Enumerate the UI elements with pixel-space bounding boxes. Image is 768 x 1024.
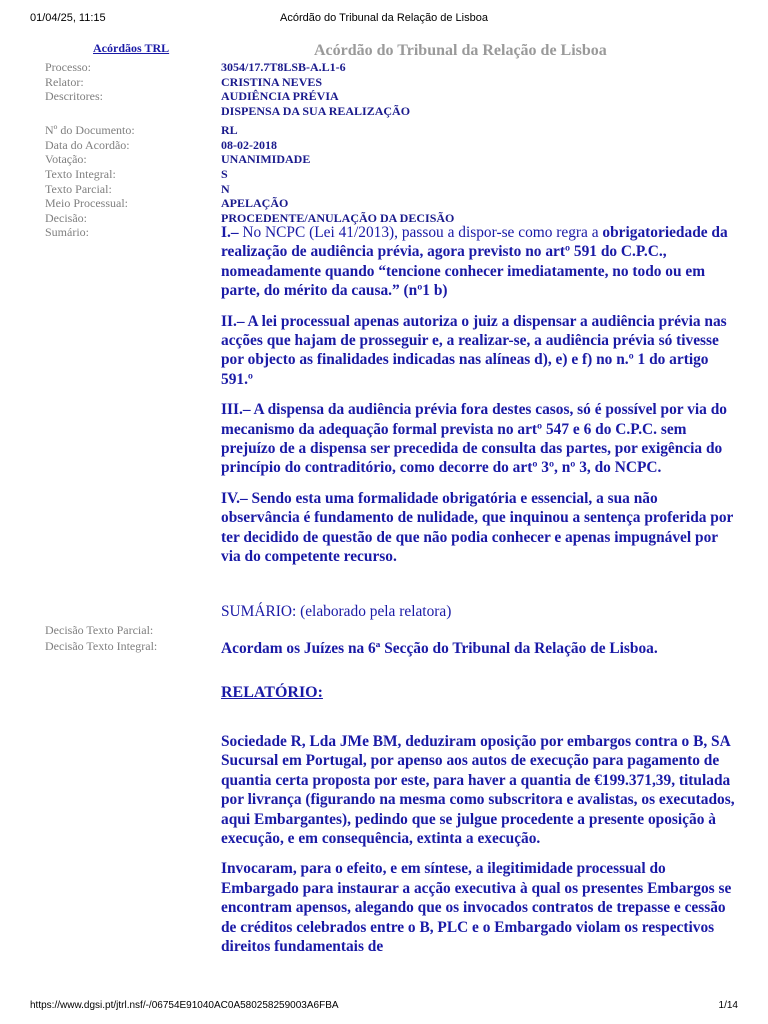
- meta-row-processo: [45, 60, 745, 75]
- meta-value: DISPENSA DA SUA REALIZAÇÃO: [221, 104, 411, 119]
- meta-label: Decisão:: [45, 211, 87, 226]
- meta-row-votacao: [45, 152, 745, 167]
- meta-row-relator: [45, 75, 745, 90]
- meta-value: AUDIÊNCIA PRÉVIA: [221, 89, 339, 104]
- print-page-title: Acórdão do Tribunal da Relação de Lisboa: [280, 12, 488, 24]
- court-title: Acórdão do Tribunal da Relação de Lisboa: [314, 42, 607, 59]
- meta-row-documento: [45, 123, 745, 138]
- meta-value: N: [221, 181, 230, 196]
- print-footer: [0, 998, 768, 1024]
- print-url: https://www.dgsi.pt/jtrl.nsf/-/06754E91040AC0A580258259003A6FBA: [30, 1000, 339, 1011]
- meta-row-meio-processual: [45, 196, 745, 211]
- sumario-paragraph-4: IV.– Sendo esta uma formalidade obrigatória e essencial, a sua não observância é fundamento de nulidade, que inquinou a sentença proferida por ter decidido de questão de que não podia conhecer e apenas impugnável por via do competente recurso.: [221, 489, 734, 566]
- meta-label: Texto Integral:: [45, 166, 116, 181]
- meta-value: 08-02-2018: [221, 137, 277, 152]
- acordaos-trl-link[interactable]: Acórdãos TRL: [93, 41, 170, 55]
- meta-label: Texto Parcial:: [45, 181, 112, 196]
- sumario-paragraph-1: [221, 223, 736, 301]
- meta-label: Processo:: [45, 60, 91, 74]
- body-paragraph-1: Sociedade R, Lda JMe BM, deduziram oposição por embargos contra o B, SA Sucursal em Portugal, por apenso aos autos de execução para pagamento de quantia certa proposta por este, para haver a quantia de €199.371,39, titulada por livrança (figurando na mesma como subscritora e avalistas, os executados, aqui Embargantes), pedindo que se julgue procedente a presente oposição à execução, e em consequência, extinta a execução.: [221, 733, 735, 848]
- meta-value: APELAÇÃO: [221, 196, 289, 211]
- acordam-line: Acordam os Juízes na 6ª Secção do Tribunal da Relação de Lisboa.: [221, 640, 658, 657]
- metadata-table: [45, 60, 745, 226]
- sumario-prefix: I.–: [221, 224, 243, 241]
- meta-value: CRISTINA NEVES: [221, 74, 323, 89]
- meta-label: Nº do Documento:: [45, 122, 135, 137]
- relatorio-heading: RELATÓRIO:: [221, 684, 323, 701]
- meta-value: 3054/17.7T8LSB-A.L1-6: [221, 60, 346, 74]
- meta-row-descritores: [45, 89, 745, 122]
- page-number: 1/14: [718, 1000, 738, 1011]
- print-timestamp: 01/04/25, 11:15: [30, 12, 106, 24]
- meta-value: UNANIMIDADE: [221, 152, 311, 167]
- meta-row-data: [45, 138, 745, 153]
- sumario-text: [221, 223, 736, 578]
- sumario-p1-rest: obrigatoriedade da realização de audiência prévia, agora previsto no artº 591 do C.P.C., nomeadamente quando “tencione conhecer imediatamente, no todo ou em parte, do mérito da causa.” (nº1 b): [221, 224, 728, 300]
- print-header: [0, 0, 768, 26]
- meta-row-texto-integral: [45, 167, 745, 182]
- meta-label: Relator:: [45, 74, 84, 89]
- sumario-paragraph-2: II.– A lei processual apenas autoriza o juiz a dispensar a audiência prévia nas acções que hajam de prosseguir e, a realizar-se, a audiência prévia só tivesse por objecto as finalidades indicadas nas alíneas d), e) e f) no n.º 1 do artigo 591.º: [221, 312, 727, 388]
- sumario-title: SUMÁRIO: (elaborado pela relatora): [221, 603, 452, 620]
- decision-body: [221, 732, 736, 967]
- meta-row-texto-parcial: [45, 182, 745, 197]
- sumario-label: Sumário:: [45, 225, 89, 239]
- sumario-paragraph-3: III.– A dispensa da audiência prévia fora destes casos, só é possível por via do mecanismo da adequação formal prevista no artº 547 e 6 do C.P.C. sem prejuízo de a dispensa ser precedida de consulta das partes, por exigência do princípio do contraditório, como decorre do artº 3º, nº 3, do NCPC.: [221, 401, 727, 477]
- meta-value: S: [221, 166, 228, 181]
- decisao-integral-label: Decisão Texto Integral:: [45, 639, 158, 653]
- meta-value: PROCEDENTE/ANULAÇÃO DA DECISÃO: [221, 211, 455, 226]
- meta-label: Votação:: [45, 152, 87, 167]
- meta-value: RL: [221, 122, 238, 137]
- meta-label: Meio Processual:: [45, 196, 128, 211]
- meta-label: Data do Acordão:: [45, 137, 130, 152]
- meta-label: Descritores:: [45, 89, 103, 104]
- body-paragraph-2: Invocaram, para o efeito, e em síntese, a ilegitimidade processual do Embargado para instaurar a acção executiva à qual os presentes Embargos se encontram apensos, alegando que os invocados contratos de trepasse e cessão de créditos celebrados entre o B, PLC e o Embargado violam os respectivos direitos fundamentais de: [221, 860, 732, 956]
- sumario-p1-start: No NCPC (Lei 41/2013), passou a dispor-se como regra a: [242, 224, 599, 241]
- decisao-parcial-label: Decisão Texto Parcial:: [45, 623, 154, 637]
